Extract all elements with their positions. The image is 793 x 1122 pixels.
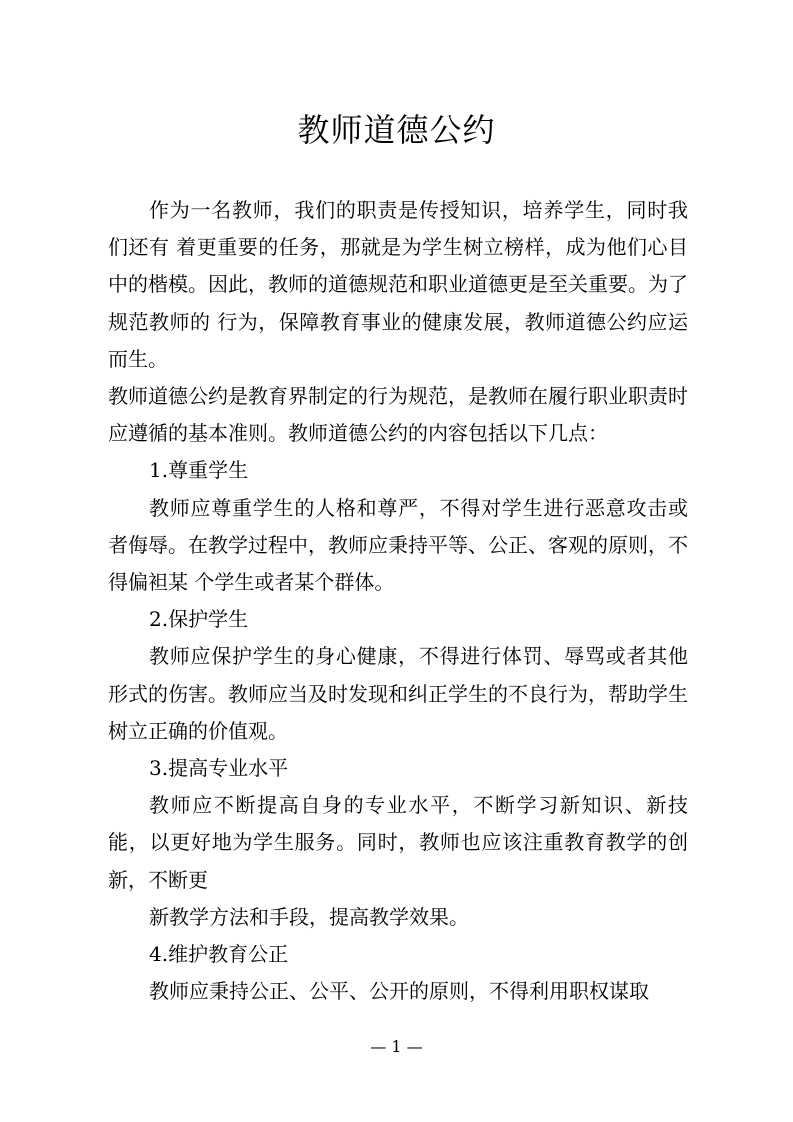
- section-text-2: 教师应保护学生的身心健康，不得进行体罚、辱骂或者其他形式的伤害。教师应当及时发现和纠正学生的不良行为，帮助学生树立正确的价值观。: [108, 644, 688, 743]
- section-heading-4: 4.维护教育公正: [149, 942, 289, 967]
- section-heading-1: 1.尊重学生: [149, 458, 249, 483]
- page-number: — 1 —: [370, 1037, 423, 1056]
- section-heading-3: 3.提高专业水平: [149, 756, 289, 781]
- document-body: [108, 192, 688, 1010]
- intro-paragraph-2: 教师道德公约是教育界制定的行为规范，是教师在履行职业职责时应遵循的基本准则。教师道德公约的内容包括以下几点：: [108, 384, 688, 446]
- section-text-3: 教师应不断提高自身的专业水平，不断学习新知识、新技能，以更好地为学生服务。同时，教师也应该注重教育教学的创新，不断更: [108, 793, 688, 892]
- section-text-4: 教师应秉持公正、公平、公开的原则，不得利用职权谋取: [149, 979, 649, 1004]
- intro-paragraph: 作为一名教师，我们的职责是传授知识，培养学生，同时我们还有 着更重要的任务，那就是为学生树立榜样，成为他们心目中的楷模。因此，教师的道德规范和职业道德更是至关重要。为了规范教师的 行为，保障教育事业的健康发展，教师道德公约应运而生。: [108, 198, 688, 371]
- document-title: 教师道德公约: [297, 111, 496, 149]
- section-text-3-continuation: 新教学方法和手段，提高教学效果。: [149, 904, 469, 929]
- section-text-1: 教师应尊重学生的人格和尊严，不得对学生进行恶意攻击或者侮辱。在教学过程中，教师应秉持平等、公正、客观的原则，不得偏袒某 个学生或者某个群体。: [108, 495, 688, 595]
- section-heading-2: 2.保护学生: [149, 607, 249, 632]
